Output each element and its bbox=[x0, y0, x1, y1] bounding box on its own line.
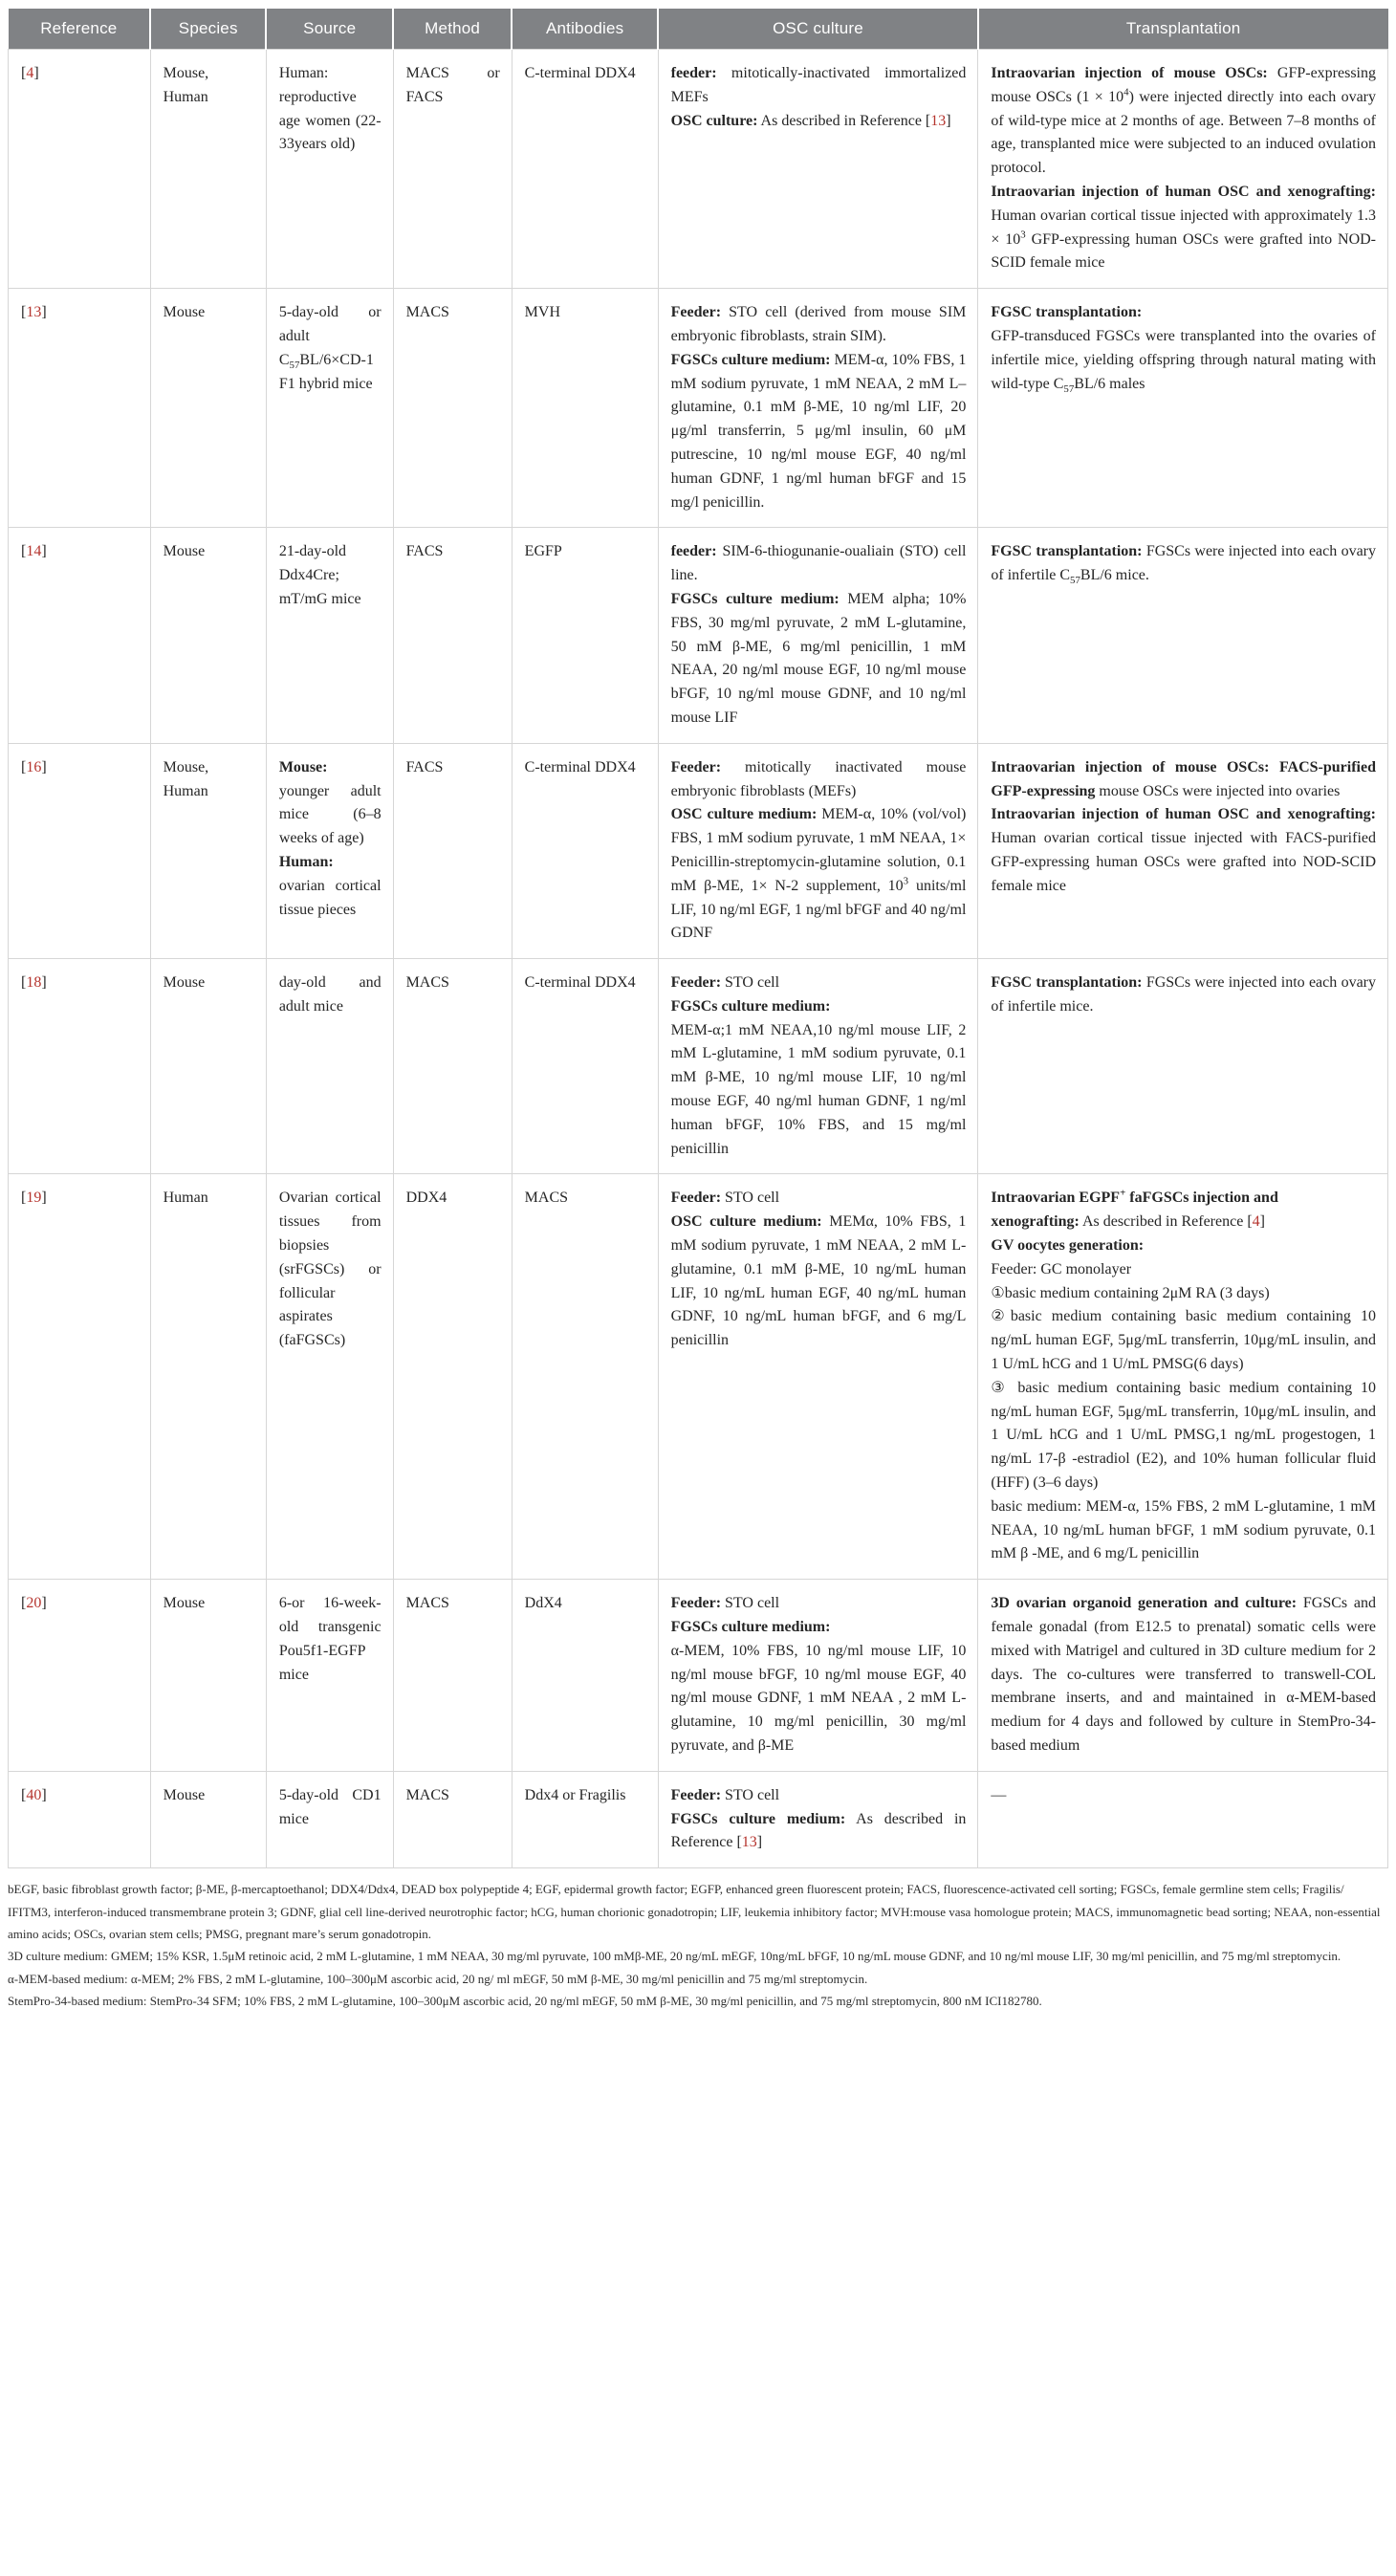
cell-paragraph bbox=[164, 301, 254, 325]
cell-paragraph bbox=[671, 1019, 967, 1162]
cell-paragraph bbox=[671, 1640, 967, 1758]
cell-paragraph bbox=[279, 1592, 382, 1687]
citation-link[interactable]: 18 bbox=[26, 974, 42, 992]
text-run: MEM-α, 10% FBS, 1 mM sodium pyruvate, 1 mM NEAA, 2 mM L–glutamine, 0.1 mM β-ME, 10 ng/ml LIF, 20 μg/ml transferrin, 5 μg/ml insulin, 60 μM putrescine, 10 ng/ml mouse EGF, 40 ng/ml human GDNF, 1 ng/ml human bFGF and 15 mg/l penicillin. bbox=[670, 351, 967, 511]
text-run: Intraovarian EGPF bbox=[991, 1190, 1121, 1207]
cell-paragraph bbox=[525, 62, 646, 86]
text-run: MACS or FACS bbox=[405, 65, 500, 105]
cell-paragraph bbox=[406, 1784, 500, 1808]
text-run: As described in Reference [ bbox=[757, 112, 931, 129]
cell-paragraph bbox=[406, 301, 500, 325]
cell-paragraph bbox=[279, 971, 382, 1019]
text-run: FACS bbox=[405, 543, 444, 560]
cell-paragraph bbox=[21, 1592, 139, 1616]
cell-paragraph bbox=[671, 971, 967, 995]
cell-paragraph bbox=[671, 588, 967, 731]
text-run: younger adult mice (6–8 weeks of age) bbox=[278, 782, 382, 847]
text-run: ③ basic medium containing basic medium containing 10 ng/mL human EGF, 5μg/mL transferrin, 10μg/mL insulin, and 1 U/mL hCG and 1 U/mL PMSG,1 ng/mL progestogen, 1 ng/mL 17-β -estradiol (E2), and 10% human follicular fluid (HFF) (3–6 days) bbox=[991, 1379, 1376, 1492]
cell-osc_culture bbox=[658, 1580, 978, 1772]
text-run: MACS bbox=[524, 1190, 569, 1207]
text-run: + bbox=[1120, 1188, 1126, 1200]
citation-link[interactable]: 13 bbox=[741, 1834, 757, 1851]
col-header-species: Species bbox=[150, 9, 266, 50]
cell-reference bbox=[9, 959, 151, 1174]
cell-transplantation bbox=[978, 289, 1388, 528]
col-header-antibodies: Antibodies bbox=[512, 9, 658, 50]
cell-paragraph bbox=[279, 540, 382, 611]
text-run: MACS bbox=[405, 1786, 449, 1803]
footnotes bbox=[8, 1878, 1388, 2012]
text-run: Ddx4 or Fragilis bbox=[524, 1786, 626, 1803]
text-run: GV oocytes generation: bbox=[991, 1237, 1145, 1255]
text-run: faFGSCs injection and bbox=[1125, 1190, 1278, 1207]
text-run: OSC culture medium: bbox=[670, 806, 818, 823]
cell-paragraph bbox=[279, 301, 382, 396]
col-header-method: Method bbox=[393, 9, 512, 50]
cell-paragraph bbox=[991, 181, 1376, 275]
text-run: BL/6 males bbox=[1074, 375, 1145, 392]
cell-reference bbox=[9, 50, 151, 289]
text-run: Feeder: bbox=[670, 1786, 722, 1803]
cell-transplantation bbox=[978, 743, 1388, 958]
cell-method bbox=[393, 743, 512, 958]
text-run: feeder: bbox=[670, 65, 717, 81]
cell-paragraph bbox=[406, 540, 500, 564]
text-run: Human ovarian cortical tissue injected with approximately 1.3 × 10 bbox=[991, 207, 1376, 248]
cell-paragraph bbox=[671, 1808, 967, 1856]
text-run: 4 bbox=[1123, 86, 1129, 98]
text-run: Mouse bbox=[163, 1595, 206, 1612]
cell-paragraph bbox=[21, 971, 139, 995]
cell-paragraph bbox=[406, 1592, 500, 1616]
citation-link[interactable]: 40 bbox=[26, 1786, 42, 1803]
text-run: MVH bbox=[524, 304, 561, 321]
cell-source bbox=[266, 743, 393, 958]
cell-paragraph bbox=[991, 756, 1376, 804]
cell-paragraph bbox=[21, 62, 139, 86]
text-run: Intraovarian injection of mouse OSCs: FACS-purified GFP-expressing bbox=[991, 758, 1376, 799]
cell-paragraph bbox=[671, 62, 967, 110]
cell-paragraph bbox=[279, 851, 382, 922]
cell-species bbox=[150, 289, 266, 528]
table-row bbox=[9, 289, 1388, 528]
footnote-line: StemPro-34-based medium: StemPro-34 SFM; 10% FBS, 2 mM L-glutamine, 100–300μM ascorbic acid, 20 ng/ml mEGF, 50 mM β-ME, 30 mg/ml penicillin, and 75 mg/ml streptomycin, 800 nM ICI182780. bbox=[8, 1994, 1042, 2009]
text-run: ] bbox=[756, 1834, 763, 1851]
text-run: FGSC transplantation: bbox=[991, 974, 1143, 992]
text-run: MACS bbox=[405, 1595, 449, 1612]
text-run: MEM alpha; 10% FBS, 30 mg/ml pyruvate, 2 mM L-glutamine, 50 mM β-ME, 6 mg/ml penicillin, 1 mM NEAA, 20 ng/ml mouse EGF, 10 ng/ml mouse bFGF, 10 ng/ml mouse GDNF, and 10 ng/ml mouse LIF bbox=[670, 590, 967, 726]
text-run: STO cell (derived from mouse SIM embryonic fibroblasts, strain SIM). bbox=[670, 304, 967, 344]
text-run: [ bbox=[21, 758, 27, 775]
text-run: Mouse: bbox=[278, 758, 328, 775]
text-run: ] bbox=[1259, 1213, 1265, 1231]
cell-reference bbox=[9, 1580, 151, 1772]
col-header-osc-culture: OSC culture bbox=[658, 9, 978, 50]
text-run: Mouse, Human bbox=[163, 65, 209, 105]
cell-source bbox=[266, 1174, 393, 1580]
cell-transplantation bbox=[978, 959, 1388, 1174]
text-run: Human: reproductive age women (22-33years old) bbox=[278, 65, 382, 153]
cell-paragraph bbox=[279, 1187, 382, 1353]
cell-osc_culture bbox=[658, 289, 978, 528]
cell-method bbox=[393, 50, 512, 289]
text-run: STO cell bbox=[721, 1786, 780, 1803]
text-run: mitotically-inactivated immortalized MEFs bbox=[670, 65, 967, 105]
cell-antibodies bbox=[512, 1174, 658, 1580]
cell-transplantation bbox=[978, 1771, 1388, 1867]
cell-osc_culture bbox=[658, 1174, 978, 1580]
table-row bbox=[9, 1771, 1388, 1867]
cell-osc_culture bbox=[658, 959, 978, 1174]
text-run: Human ovarian cortical tissue injected with FACS-purified GFP-expressing human OSCs were grafted into NOD-SCID female mice bbox=[991, 830, 1376, 894]
text-run: SIM-6-thiogunanie-oualiain (STO) cell line. bbox=[670, 543, 967, 584]
text-run: MACS bbox=[405, 974, 449, 992]
text-run: ①basic medium containing 2μM RA (3 days) bbox=[991, 1284, 1270, 1301]
cell-paragraph bbox=[991, 325, 1376, 396]
cell-method bbox=[393, 959, 512, 1174]
cell-species bbox=[150, 1771, 266, 1867]
cell-paragraph bbox=[991, 803, 1376, 898]
cell-paragraph bbox=[164, 1784, 254, 1808]
cell-paragraph bbox=[525, 971, 646, 995]
text-run: BL/6×CD-1 F1 hybrid mice bbox=[278, 351, 374, 392]
cell-reference bbox=[9, 289, 151, 528]
cell-paragraph bbox=[21, 301, 139, 325]
text-run: 3D ovarian organoid generation and culture: bbox=[991, 1595, 1298, 1612]
text-run: feeder: bbox=[670, 543, 717, 560]
cell-antibodies bbox=[512, 743, 658, 958]
cell-species bbox=[150, 743, 266, 958]
cell-paragraph bbox=[671, 995, 967, 1019]
cell-paragraph bbox=[21, 1187, 139, 1211]
table-body bbox=[9, 50, 1388, 1868]
table-row bbox=[9, 959, 1388, 1174]
cell-paragraph bbox=[671, 1592, 967, 1616]
text-run: 6-or 16-week-old transgenic Pou5f1-EGFP mice bbox=[278, 1595, 382, 1683]
footnote-line: 3D culture medium: GMEM; 15% KSR, 1.5μM retinoic acid, 2 mM L-glutamine, 1 mM NEAA, 30 mg/ml pyruvate, 100 mMβ-ME, 20 ng/mL mEGF, 10ng/mL bFGF, 10 ng/mL mouse GDNF, and 10 ng/ml mouse LIF, 30 mg/ml penicillin, and 75 mg/ml streptomycin. bbox=[8, 1949, 1341, 1964]
cell-transplantation bbox=[978, 50, 1388, 289]
text-run: FGSCs were injected into each ovary of infertile C bbox=[991, 543, 1377, 584]
text-run: OSC culture medium: bbox=[670, 1213, 822, 1231]
text-run: Feeder: bbox=[670, 1595, 722, 1612]
cell-paragraph bbox=[164, 540, 254, 564]
text-run: [ bbox=[21, 304, 27, 321]
text-run: ] bbox=[41, 543, 47, 560]
text-run: FGSCs culture medium: bbox=[670, 1810, 846, 1827]
cell-antibodies bbox=[512, 50, 658, 289]
text-run: mouse OSCs were injected into ovaries bbox=[1095, 782, 1341, 799]
text-run: ] bbox=[41, 1786, 47, 1803]
cell-paragraph bbox=[671, 349, 967, 515]
text-run: GFP-transduced FGSCs were transplanted into the ovaries of infertile mice, yielding offspring through natural mating with wild-type C bbox=[991, 327, 1376, 392]
text-run: ] bbox=[41, 1190, 47, 1207]
cell-paragraph bbox=[991, 1592, 1376, 1758]
cell-paragraph bbox=[991, 1234, 1376, 1258]
text-run: ) were injected directly into each ovary of wild-type mice at 2 months of age. Between 7–8 months of age, transplanted mice were subjected to an induced ovulation protocol. bbox=[991, 88, 1376, 177]
cell-species bbox=[150, 50, 266, 289]
cell-paragraph bbox=[406, 62, 500, 110]
cell-paragraph bbox=[991, 1784, 1376, 1808]
text-run: 57 bbox=[1070, 575, 1080, 587]
text-run: Human: bbox=[278, 853, 334, 870]
text-run: ] bbox=[33, 65, 39, 81]
text-run: FGSCs culture medium: bbox=[670, 351, 831, 368]
cell-paragraph bbox=[525, 756, 646, 780]
text-run: GFP-expressing human OSCs were grafted into NOD-SCID female mice bbox=[991, 230, 1377, 272]
cell-paragraph bbox=[279, 62, 382, 157]
text-run: MACS bbox=[405, 304, 449, 321]
cell-paragraph bbox=[991, 1495, 1376, 1566]
text-run: ] bbox=[41, 974, 47, 992]
cell-transplantation bbox=[978, 528, 1388, 743]
text-run: [ bbox=[21, 1595, 27, 1612]
text-run: GFP-expressing mouse OSCs (1 × 10 bbox=[991, 65, 1376, 105]
col-header-source: Source bbox=[266, 9, 393, 50]
text-run: FGSC transplantation: bbox=[991, 304, 1143, 321]
text-run: ] bbox=[41, 1595, 47, 1612]
cell-antibodies bbox=[512, 1771, 658, 1867]
cell-paragraph bbox=[671, 756, 967, 804]
cell-paragraph bbox=[671, 540, 967, 588]
text-run: ovarian cortical tissue pieces bbox=[278, 877, 382, 918]
text-run: C-terminal DDX4 bbox=[524, 974, 636, 992]
cell-paragraph bbox=[991, 971, 1376, 1019]
cell-paragraph bbox=[991, 1258, 1376, 1282]
cell-source bbox=[266, 50, 393, 289]
cell-species bbox=[150, 1174, 266, 1580]
cell-species bbox=[150, 1580, 266, 1772]
text-run: FGSCs culture medium: bbox=[670, 997, 831, 1015]
text-run: units/ml LIF, 10 ng/ml EGF, 1 ng/ml bFGF and 40 ng/ml GDNF bbox=[670, 877, 967, 942]
citation-link[interactable]: 13 bbox=[930, 112, 947, 129]
text-run: [ bbox=[21, 543, 27, 560]
text-run: Intraovarian injection of human OSC and xenografting: bbox=[991, 183, 1376, 200]
text-run: FGSCs were injected into each ovary of infertile mice. bbox=[991, 974, 1377, 1015]
text-run: Feeder: bbox=[670, 758, 722, 775]
cell-paragraph bbox=[671, 1616, 967, 1640]
text-run: As described in Reference [ bbox=[670, 1810, 967, 1851]
cell-osc_culture bbox=[658, 528, 978, 743]
cell-method bbox=[393, 1174, 512, 1580]
cell-antibodies bbox=[512, 289, 658, 528]
cell-species bbox=[150, 528, 266, 743]
cell-transplantation bbox=[978, 1174, 1388, 1580]
cell-paragraph bbox=[164, 1592, 254, 1616]
osc-culture-table bbox=[8, 9, 1388, 1868]
cell-method bbox=[393, 528, 512, 743]
citation-link[interactable]: 19 bbox=[26, 1190, 42, 1207]
table-row bbox=[9, 1580, 1388, 1772]
text-run: 3 bbox=[903, 875, 909, 887]
cell-paragraph bbox=[279, 756, 382, 851]
cell-osc_culture bbox=[658, 743, 978, 958]
citation-link[interactable]: 14 bbox=[26, 543, 42, 560]
cell-source bbox=[266, 1771, 393, 1867]
cell-source bbox=[266, 1580, 393, 1772]
citation-link[interactable]: 4 bbox=[1252, 1213, 1260, 1231]
text-run: mitotically inactivated mouse embryonic fibroblasts (MEFs) bbox=[670, 758, 967, 799]
cell-paragraph bbox=[671, 1211, 967, 1353]
text-run: DDX4 bbox=[405, 1190, 447, 1207]
cell-source bbox=[266, 289, 393, 528]
header-row bbox=[9, 9, 1388, 50]
text-run: FGSCs culture medium: bbox=[670, 1619, 831, 1636]
cell-method bbox=[393, 1580, 512, 1772]
text-run: Mouse bbox=[163, 543, 206, 560]
text-run: FGSCs and female gonadal (from E12.5 to prenatal) somatic cells were mixed with Matrigel and cultured in 3D culture medium for 2 days. The co-cultures were transferred to transwell-COL membrane inserts, and and maintained in α-MEM-based medium for 4 days and followed by culture in StemPro-34-based medium bbox=[991, 1595, 1376, 1754]
text-run: OSC culture: bbox=[670, 112, 758, 129]
text-run: — bbox=[991, 1786, 1007, 1803]
cell-paragraph bbox=[406, 1187, 500, 1211]
text-run: Human bbox=[163, 1190, 208, 1207]
cell-paragraph bbox=[991, 301, 1376, 325]
cell-reference bbox=[9, 743, 151, 958]
text-run: STO cell bbox=[721, 974, 780, 992]
text-run: Intraovarian injection of mouse OSCs: bbox=[991, 65, 1268, 81]
cell-paragraph bbox=[164, 1187, 254, 1211]
text-run: DdX4 bbox=[524, 1595, 562, 1612]
citation-link[interactable]: 13 bbox=[26, 304, 42, 321]
citation-link[interactable]: 20 bbox=[26, 1595, 42, 1612]
cell-method bbox=[393, 1771, 512, 1867]
cell-paragraph bbox=[406, 756, 500, 780]
text-run: 21-day-old Ddx4Cre; mT/mG mice bbox=[278, 543, 361, 607]
table-row bbox=[9, 1174, 1388, 1580]
cell-paragraph bbox=[21, 756, 139, 780]
text-run: Feeder: GC monolayer bbox=[991, 1260, 1132, 1277]
text-run: α-MEM, 10% FBS, 10 ng/ml mouse LIF, 10 ng/ml mouse bFGF, 10 ng/ml mouse EGF, 40 ng/ml mouse GDNF, 1 mM NEAA , 2 mM L-glutamine, 10 mg/ml penicillin, 30 mg/ml pyruvate, and β-ME bbox=[670, 1642, 967, 1754]
citation-link[interactable]: 4 bbox=[26, 65, 34, 81]
table-row bbox=[9, 743, 1388, 958]
text-run: [ bbox=[21, 65, 27, 81]
text-run: 57 bbox=[289, 359, 300, 371]
cell-paragraph bbox=[164, 62, 254, 110]
text-run: STO cell bbox=[721, 1595, 780, 1612]
text-run: Ovarian cortical tissues from biopsies (srFGSCs) or follicular aspirates (faFGSCs) bbox=[278, 1190, 382, 1349]
cell-paragraph bbox=[991, 1377, 1376, 1495]
text-run: [ bbox=[21, 1786, 27, 1803]
cell-paragraph bbox=[671, 301, 967, 349]
text-run: [ bbox=[21, 974, 27, 992]
text-run: FACS bbox=[405, 758, 444, 775]
text-run: FGSCs culture medium: bbox=[670, 590, 840, 607]
text-run: 3 bbox=[1020, 229, 1026, 241]
cell-antibodies bbox=[512, 1580, 658, 1772]
cell-paragraph bbox=[406, 971, 500, 995]
cell-paragraph bbox=[525, 540, 646, 564]
cell-paragraph bbox=[21, 540, 139, 564]
text-run: Mouse bbox=[163, 974, 206, 992]
text-run: C-terminal DDX4 bbox=[524, 758, 636, 775]
cell-antibodies bbox=[512, 959, 658, 1174]
text-run: 5-day-old CD1 mice bbox=[278, 1786, 382, 1827]
cell-antibodies bbox=[512, 528, 658, 743]
cell-paragraph bbox=[991, 540, 1376, 588]
citation-link[interactable]: 16 bbox=[26, 758, 42, 775]
text-run: basic medium: MEM-α, 15% FBS, 2 mM L-glutamine, 1 mM NEAA, 10 ng/mL human bFGF, 1 mM sodium pyruvate, 0.1 mM β -ME, and 6 mg/L penicillin bbox=[991, 1497, 1376, 1562]
cell-paragraph bbox=[671, 1784, 967, 1808]
cell-paragraph bbox=[525, 1187, 646, 1211]
cell-method bbox=[393, 289, 512, 528]
cell-source bbox=[266, 959, 393, 1174]
cell-paragraph bbox=[525, 301, 646, 325]
text-run: Feeder: bbox=[670, 1190, 722, 1207]
text-run: EGFP bbox=[524, 543, 562, 560]
cell-paragraph bbox=[991, 1305, 1376, 1376]
cell-species bbox=[150, 959, 266, 1174]
text-run: [ bbox=[21, 1190, 27, 1207]
cell-paragraph bbox=[991, 1187, 1376, 1211]
cell-paragraph bbox=[525, 1784, 646, 1808]
footnote-line: bEGF, basic fibroblast growth factor; β-ME, β-mercaptoethanol; DDX4/Ddx4, DEAD box polypeptide 4; EGF, epidermal growth factor; EGFP, enhanced green fluorescent protein; FACS, fluorescence-activated cell sorting; FGSCs, female germline stem cells; Fragilis/ IFITM3, interferon-induced transmembrane protein 3; GDNF, glial cell line-derived neurotrophic factor; hCG, human chorionic gonadotropin; LIF, leukemia inhibitory factor; MVH:mouse vasa homologue protein; MACS, immunomagnetic bead sorting; NEAA, non-essential amino acids; OSCs, ovarian stem cells; PMSG, pregnant mare’s serum gonadotropin. bbox=[8, 1882, 1381, 1941]
cell-paragraph bbox=[671, 110, 967, 134]
text-run: C-terminal DDX4 bbox=[524, 65, 636, 81]
footnote-line: α-MEM-based medium: α-MEM; 2% FBS, 2 mM L-glutamine, 100–300μM ascorbic acid, 20 ng/ ml mEGF, 50 mM β-ME, 30 mg/ml penicillin and 75 mg/ml streptomycin. bbox=[8, 1971, 868, 1986]
cell-paragraph bbox=[671, 803, 967, 946]
cell-paragraph bbox=[671, 1187, 967, 1211]
col-header-transplantation: Transplantation bbox=[978, 9, 1388, 50]
cell-osc_culture bbox=[658, 1771, 978, 1867]
cell-reference bbox=[9, 1174, 151, 1580]
text-run: BL/6 mice. bbox=[1080, 567, 1149, 584]
cell-reference bbox=[9, 1771, 151, 1867]
cell-reference bbox=[9, 528, 151, 743]
cell-paragraph bbox=[21, 1784, 139, 1808]
cell-transplantation bbox=[978, 1580, 1388, 1772]
text-run: Mouse, Human bbox=[163, 758, 209, 799]
cell-source bbox=[266, 528, 393, 743]
cell-paragraph bbox=[279, 1784, 382, 1832]
text-run: STO cell bbox=[721, 1190, 780, 1207]
text-run: Mouse bbox=[163, 304, 206, 321]
cell-paragraph bbox=[164, 971, 254, 995]
cell-paragraph bbox=[991, 1282, 1376, 1306]
text-run: MEM-α;1 mM NEAA,10 ng/ml mouse LIF, 2 mM L-glutamine, 1 mM sodium pyruvate, 0.1 mM β-ME, 10 ng/ml mouse LIF, 10 ng/ml mouse EGF, 40 ng/ml human GDNF, 1 ng/ml human bFGF, 10% FBS, and 15 mg/ml penicillin bbox=[670, 1021, 967, 1157]
table-row bbox=[9, 50, 1388, 289]
text-run: ②basic medium containing basic medium containing 10 ng/mL human EGF, 5μg/mL transferrin, 10μg/mL insulin, and 1 U/mL hCG and 1 U/mL PMSG(6 days) bbox=[991, 1308, 1376, 1373]
text-run: Intraovarian injection of human OSC and xenografting: bbox=[991, 806, 1376, 823]
text-run: 57 bbox=[1063, 382, 1075, 395]
text-run: FGSC transplantation: bbox=[991, 543, 1143, 560]
text-run: 5-day-old or adult C bbox=[278, 304, 382, 368]
text-run: day-old and adult mice bbox=[278, 974, 382, 1015]
text-run: Feeder: bbox=[670, 974, 722, 992]
text-run: xenografting: bbox=[991, 1213, 1080, 1231]
cell-osc_culture bbox=[658, 50, 978, 289]
text-run: Feeder: bbox=[670, 304, 722, 321]
text-run: MEM-α, 10% (vol/vol) FBS, 1 mM sodium pyruvate, 1 mM NEAA, 1× Penicillin-streptomycin-glutamine solution, 0.1 mM β-ME, 1× N-2 supplement, 10 bbox=[670, 806, 967, 894]
text-run: ] bbox=[946, 112, 951, 129]
text-run: As described in Reference [ bbox=[1079, 1213, 1253, 1231]
cell-paragraph bbox=[525, 1592, 646, 1616]
text-run: MEMα, 10% FBS, 1 mM sodium pyruvate, 1 mM NEAA, 2 mM L-glutamine, 0.1 mM β-ME, 10 ng/mL human LIF, 10 ng/mL human EGF, 40 ng/mL human GDNF, 10 ng/mL human bFGF, and 6 mg/L penicillin bbox=[670, 1213, 967, 1349]
text-run: Mouse bbox=[163, 1786, 206, 1803]
text-run: ] bbox=[41, 304, 47, 321]
cell-paragraph bbox=[991, 62, 1376, 181]
col-header-reference: Reference bbox=[9, 9, 151, 50]
text-run: ] bbox=[41, 758, 47, 775]
cell-paragraph bbox=[991, 1211, 1376, 1234]
table-row bbox=[9, 528, 1388, 743]
cell-paragraph bbox=[164, 756, 254, 804]
